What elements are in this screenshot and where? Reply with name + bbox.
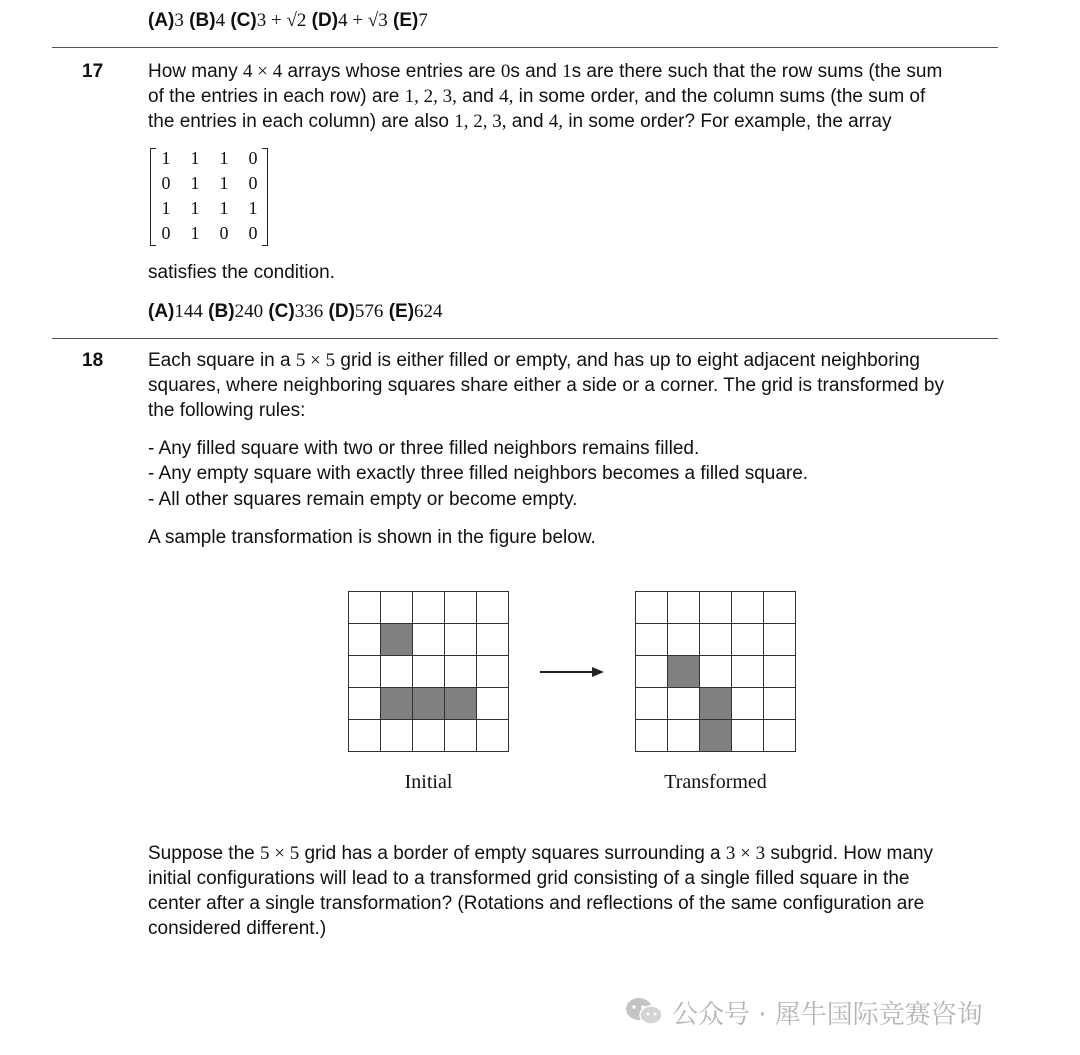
- initial-grid: [348, 591, 509, 752]
- q17-l3-b: and: [506, 111, 549, 132]
- q17-l1-math-3: 1: [562, 61, 572, 82]
- q17-text-line-1: [148, 59, 942, 84]
- transformed-grid: [635, 591, 796, 752]
- matrix-cell: 1: [248, 198, 258, 218]
- q18-l1-b: grid is either filled or empty, and has up to eight adjacent neighboring: [335, 350, 920, 371]
- q17-l1-a: How many: [148, 61, 244, 82]
- empty-square: [764, 720, 796, 752]
- empty-square: [732, 592, 764, 624]
- wechat-icon: [624, 996, 664, 1026]
- q17-choices: [148, 299, 443, 324]
- q17-text-line-2: [148, 84, 925, 109]
- empty-square: [700, 656, 732, 688]
- q16-choice-d-value: 4 + √3: [338, 10, 388, 31]
- q17-l1-math-1: 4 × 4: [243, 61, 283, 82]
- empty-square: [636, 720, 668, 752]
- empty-square: [413, 656, 445, 688]
- q18-p2-line-2: initial configurations will lead to a transformed grid consisting of a single filled square in the: [148, 868, 910, 889]
- q18-p2-l1-a: Suppose the: [148, 843, 260, 864]
- q17-l3-a: the entries in each column) are also: [148, 111, 455, 132]
- matrix-left-bracket: [150, 148, 156, 246]
- filled-square: [700, 688, 732, 720]
- filled-square: [413, 688, 445, 720]
- empty-square: [732, 656, 764, 688]
- matrix-cell: 1: [190, 173, 200, 193]
- q17-choice-b-letter: (B): [208, 301, 235, 322]
- empty-square: [413, 624, 445, 656]
- matrix-cell: 1: [219, 148, 229, 168]
- empty-square: [477, 592, 509, 624]
- q18-p2-line-3: center after a single transformation? (Rotations and reflections of the same configuration are: [148, 893, 925, 914]
- q17-l2-a: of the entries in each row) are: [148, 86, 405, 107]
- q17-l1-b: arrays whose entries are: [282, 61, 501, 82]
- empty-square: [668, 688, 700, 720]
- matrix-cell: 0: [248, 223, 258, 243]
- empty-square: [732, 720, 764, 752]
- empty-square: [381, 720, 413, 752]
- divider-q17-q18: [52, 338, 998, 339]
- q17-l2-b: and: [456, 86, 500, 107]
- q17-number: 17: [82, 61, 104, 82]
- q18-p2-l1-b: grid has a border of empty squares surrounding a: [299, 843, 726, 864]
- matrix-cell: 0: [248, 148, 258, 168]
- q18-sample-text: A sample transformation is shown in the figure below.: [148, 527, 596, 548]
- empty-square: [477, 720, 509, 752]
- empty-square: [636, 656, 668, 688]
- matrix-cell: 1: [190, 198, 200, 218]
- q17-l1-d: s are there such that the row sums (the sum: [571, 61, 943, 82]
- q17-l1-c: s and: [510, 61, 563, 82]
- matrix-cell: 0: [248, 173, 258, 193]
- q17-example-matrix: [150, 146, 268, 246]
- q16-choices: [148, 8, 428, 33]
- q16-choice-a-letter: (A): [148, 10, 175, 31]
- q17-choice-b-value: 240: [234, 301, 264, 322]
- empty-square: [445, 720, 477, 752]
- q17-choice-d-letter: (D): [328, 301, 355, 322]
- transformed-caption: Transformed: [664, 771, 767, 793]
- filled-square: [381, 688, 413, 720]
- empty-square: [700, 592, 732, 624]
- q18-rule-2: - Any empty square with exactly three filled neighbors becomes a filled square.: [148, 463, 809, 484]
- q17-text-line-3: [148, 109, 891, 134]
- q16-choice-a-value: 3: [174, 10, 184, 31]
- empty-square: [413, 592, 445, 624]
- empty-square: [413, 720, 445, 752]
- empty-square: [668, 592, 700, 624]
- initial-caption: Initial: [404, 771, 453, 793]
- empty-square: [381, 592, 413, 624]
- q17-choice-e-value: 624: [414, 301, 443, 322]
- q17-choice-a-value: 144: [174, 301, 203, 322]
- q18-p2-l1-math-1: 5 × 5: [259, 843, 300, 864]
- q17-after-matrix: satisfies the condition.: [148, 262, 335, 283]
- empty-square: [349, 688, 381, 720]
- empty-square: [764, 688, 796, 720]
- q16-choice-b-value: 4: [215, 10, 226, 31]
- matrix-right-bracket: [262, 148, 268, 246]
- empty-square: [764, 656, 796, 688]
- empty-square: [445, 624, 477, 656]
- empty-square: [445, 656, 477, 688]
- q16-choice-e-value: 7: [418, 10, 428, 31]
- filled-square: [445, 688, 477, 720]
- empty-square: [477, 688, 509, 720]
- q17-choice-d-value: 576: [354, 301, 384, 322]
- q18-p2-line-1: [148, 841, 933, 866]
- q17-l2-c: in some order, and the column sums (the sum of: [513, 86, 926, 107]
- q18-rule-1: - Any filled square with two or three filled neighbors remains filled.: [148, 438, 700, 459]
- empty-square: [700, 624, 732, 656]
- q16-choice-d-letter: (D): [311, 10, 339, 31]
- matrix-cell: 0: [219, 223, 229, 243]
- matrix-cell: 1: [161, 198, 171, 218]
- filled-square: [668, 656, 700, 688]
- q17-l3-c: in some order? For example, the array: [563, 111, 892, 132]
- empty-square: [349, 656, 381, 688]
- empty-square: [732, 688, 764, 720]
- empty-square: [477, 624, 509, 656]
- empty-square: [445, 592, 477, 624]
- q16-choice-c-value: 3 + √2: [256, 10, 307, 31]
- empty-square: [349, 720, 381, 752]
- matrix-cell: 0: [161, 173, 171, 193]
- matrix-cell: 0: [161, 223, 171, 243]
- q18-text-line-1: [148, 348, 920, 373]
- q18-p2-l1-c: subgrid. How many: [765, 843, 934, 864]
- q18-text-line-2: squares, where neighboring squares share either a side or a corner. The grid is transformed by: [148, 375, 944, 396]
- q17-choice-a-letter: (A): [148, 301, 175, 322]
- filled-square: [700, 720, 732, 752]
- watermark-text: 公众号 · 犀牛国际竞赛咨询: [672, 1000, 983, 1030]
- q18-l1-math-1: 5 × 5: [295, 350, 336, 371]
- q16-choice-b-letter: (B): [189, 10, 216, 31]
- empty-square: [764, 624, 796, 656]
- empty-square: [477, 656, 509, 688]
- q17-choice-c-letter: (C): [268, 301, 295, 322]
- q17-l3-math-2: 4,: [548, 111, 564, 132]
- empty-square: [636, 688, 668, 720]
- q16-choice-c-letter: (C): [230, 10, 257, 31]
- matrix-cell: 1: [190, 223, 200, 243]
- empty-square: [636, 592, 668, 624]
- q17-choice-e-letter: (E): [388, 301, 415, 322]
- empty-square: [764, 592, 796, 624]
- q18-rule-3: - All other squares remain empty or become empty.: [148, 489, 578, 510]
- divider-q16-q17: [52, 47, 998, 48]
- matrix-cell: 1: [219, 198, 229, 218]
- empty-square: [349, 624, 381, 656]
- empty-square: [668, 624, 700, 656]
- empty-square: [732, 624, 764, 656]
- q18-l1-a: Each square in a: [148, 350, 296, 371]
- empty-square: [668, 720, 700, 752]
- transform-arrow: [540, 671, 598, 673]
- empty-square: [381, 656, 413, 688]
- q17-l2-math-1: 1, 2, 3,: [404, 86, 457, 107]
- q16-choice-e-letter: (E): [393, 10, 419, 31]
- q18-p2-l1-math-2: 3 × 3: [725, 843, 766, 864]
- filled-square: [381, 624, 413, 656]
- empty-square: [349, 592, 381, 624]
- q17-choice-c-value: 336: [294, 301, 324, 322]
- matrix-cell: 1: [161, 148, 171, 168]
- q17-l2-math-2: 4,: [499, 86, 514, 107]
- transform-arrow-head: [592, 667, 604, 677]
- q18-number: 18: [82, 350, 104, 371]
- matrix-cell: 1: [219, 173, 229, 193]
- empty-square: [636, 624, 668, 656]
- matrix-cell: 1: [190, 148, 200, 168]
- q17-l1-math-2: 0: [500, 61, 511, 82]
- q18-text-line-3: the following rules:: [148, 400, 306, 421]
- q17-l3-math-1: 1, 2, 3,: [454, 111, 507, 132]
- q18-p2-line-4: considered different.): [148, 918, 327, 939]
